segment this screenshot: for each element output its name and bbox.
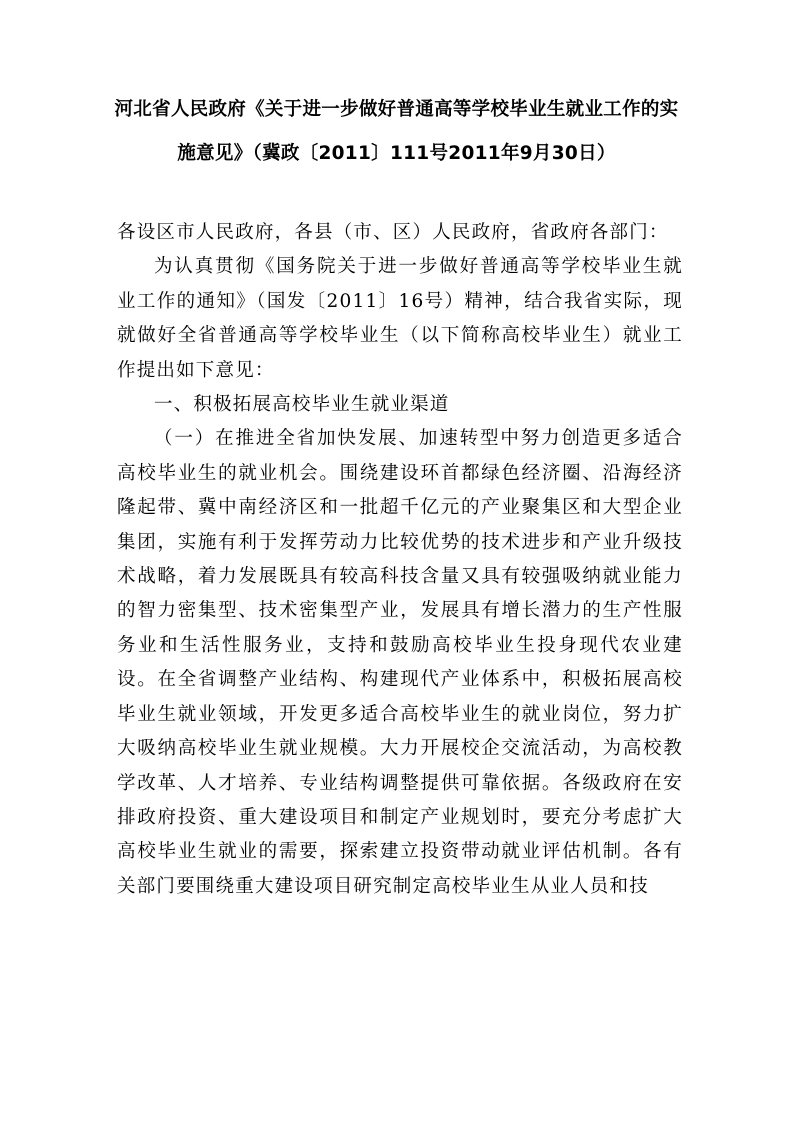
document-body — [117, 216, 683, 904]
section-paragraph: （一）在推进全省加快发展、加速转型中努力创造更多适合高校毕业生的就业机会。围绕建设环首都绿色经济圈、沿海经济隆起带、冀中南经济区和一批超千亿元的产业聚集区和大型企业集团，实施有利于发挥劳动力比较优势的技术进步和产业升级技术战略，着力发展既具有较高科技含量又具有较强吸纳就业能力的智力密集型、技术密集型产业，发展具有增长潜力的生产性服务业和生活性服务业，支持和鼓励高校毕业生投身现代农业建设。在全省调整产业结构、构建现代产业体系中，积极拓展高校毕业生就业领域，开发更多适合高校毕业生的就业岗位，努力扩大吸纳高校毕业生就业规模。大力开展校企交流活动，为高校教学改革、人才培养、专业结构调整提供可靠依据。各级政府在安排政府投资、重大建设项目和制定产业规划时，要充分考虑扩大高校毕业生就业的需要，探索建立投资带动就业评估机制。各有关部门要围绕重大建设项目研究制定高校毕业生从业人员和技 — [117, 428, 683, 897]
title-line-2: 施意见》（冀政〔2011〕111号2011年9月30日） — [177, 143, 616, 164]
salutation: 各设区市人民政府，各县（市、区）人民政府，省政府各部门： — [117, 222, 669, 243]
title-line-1: 河北省人民政府《关于进一步做好普通高等学校毕业生就业工作的实 — [114, 99, 679, 120]
document-title — [100, 88, 693, 176]
section-heading: 一、积极拓展高校毕业生就业渠道 — [154, 394, 450, 416]
intro-paragraph: 为认真贯彻《国务院关于进一步做好普通高等学校毕业生就业工作的通知》（国发〔2011〕16号）精神，结合我省实际，现就做好全省普通高等学校毕业生（以下简称高校毕业生）就业工作提出如下意见： — [117, 256, 683, 381]
